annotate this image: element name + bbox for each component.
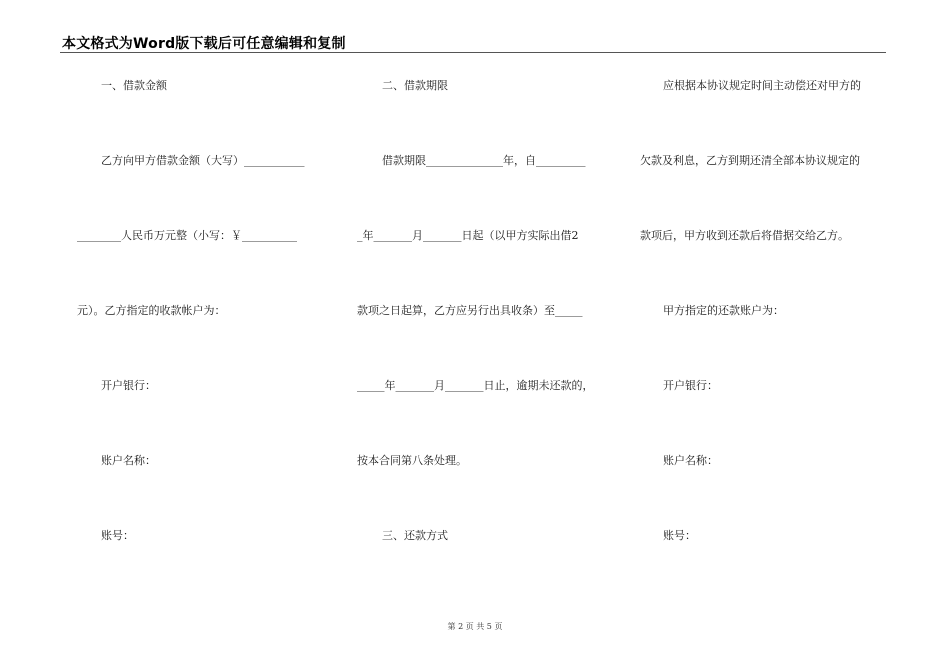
left-line-5: 开户银行： (101, 379, 156, 392)
left-line-2: 乙方向甲方借款金额（大写）___________ (101, 154, 305, 167)
right-line-4: 甲方指定的还款账户为： (663, 304, 784, 317)
left-line-6: 账户名称： (101, 454, 156, 467)
middle-line-3: _年_______月_______日起（以甲方实际出借2 (357, 229, 579, 242)
right-line-5: 开户银行： (663, 379, 718, 392)
right-line-1: 应根据本协议规定时间主动偿还对甲方的 (663, 79, 861, 92)
left-line-7: 账号： (101, 529, 134, 542)
middle-line-2: 借款期限______________年，自_________ (382, 154, 586, 167)
left-line-3: ________人民币万元整（小写：￥__________ (77, 229, 297, 242)
middle-line-4: 款项之日起算，乙方应另行出具收条）至_____ (357, 304, 583, 317)
left-line-1: 一、借款金额 (101, 79, 167, 92)
middle-line-6: 按本合同第八条处理。 (357, 454, 467, 467)
document-header-title: 本文格式为Word版下载后可任意编辑和复制 (62, 36, 346, 52)
right-line-3: 款项后，甲方收到还款后将借据交给乙方。 (640, 229, 849, 242)
middle-line-7: 三、还款方式 (382, 529, 448, 542)
right-line-2: 欠款及利息，乙方到期还清全部本协议规定的 (640, 154, 860, 167)
right-line-6: 账户名称： (663, 454, 718, 467)
middle-line-5: _____年_______月_______日止，逾期未还款的， (357, 379, 594, 392)
header-divider (60, 52, 886, 53)
middle-line-1: 二、借款期限 (382, 79, 448, 92)
right-line-7: 账号： (663, 529, 696, 542)
left-line-4: 元）。乙方指定的收款帐户为： (77, 304, 226, 317)
page-number-footer: 第 2 页 共 5 页 (447, 622, 503, 631)
